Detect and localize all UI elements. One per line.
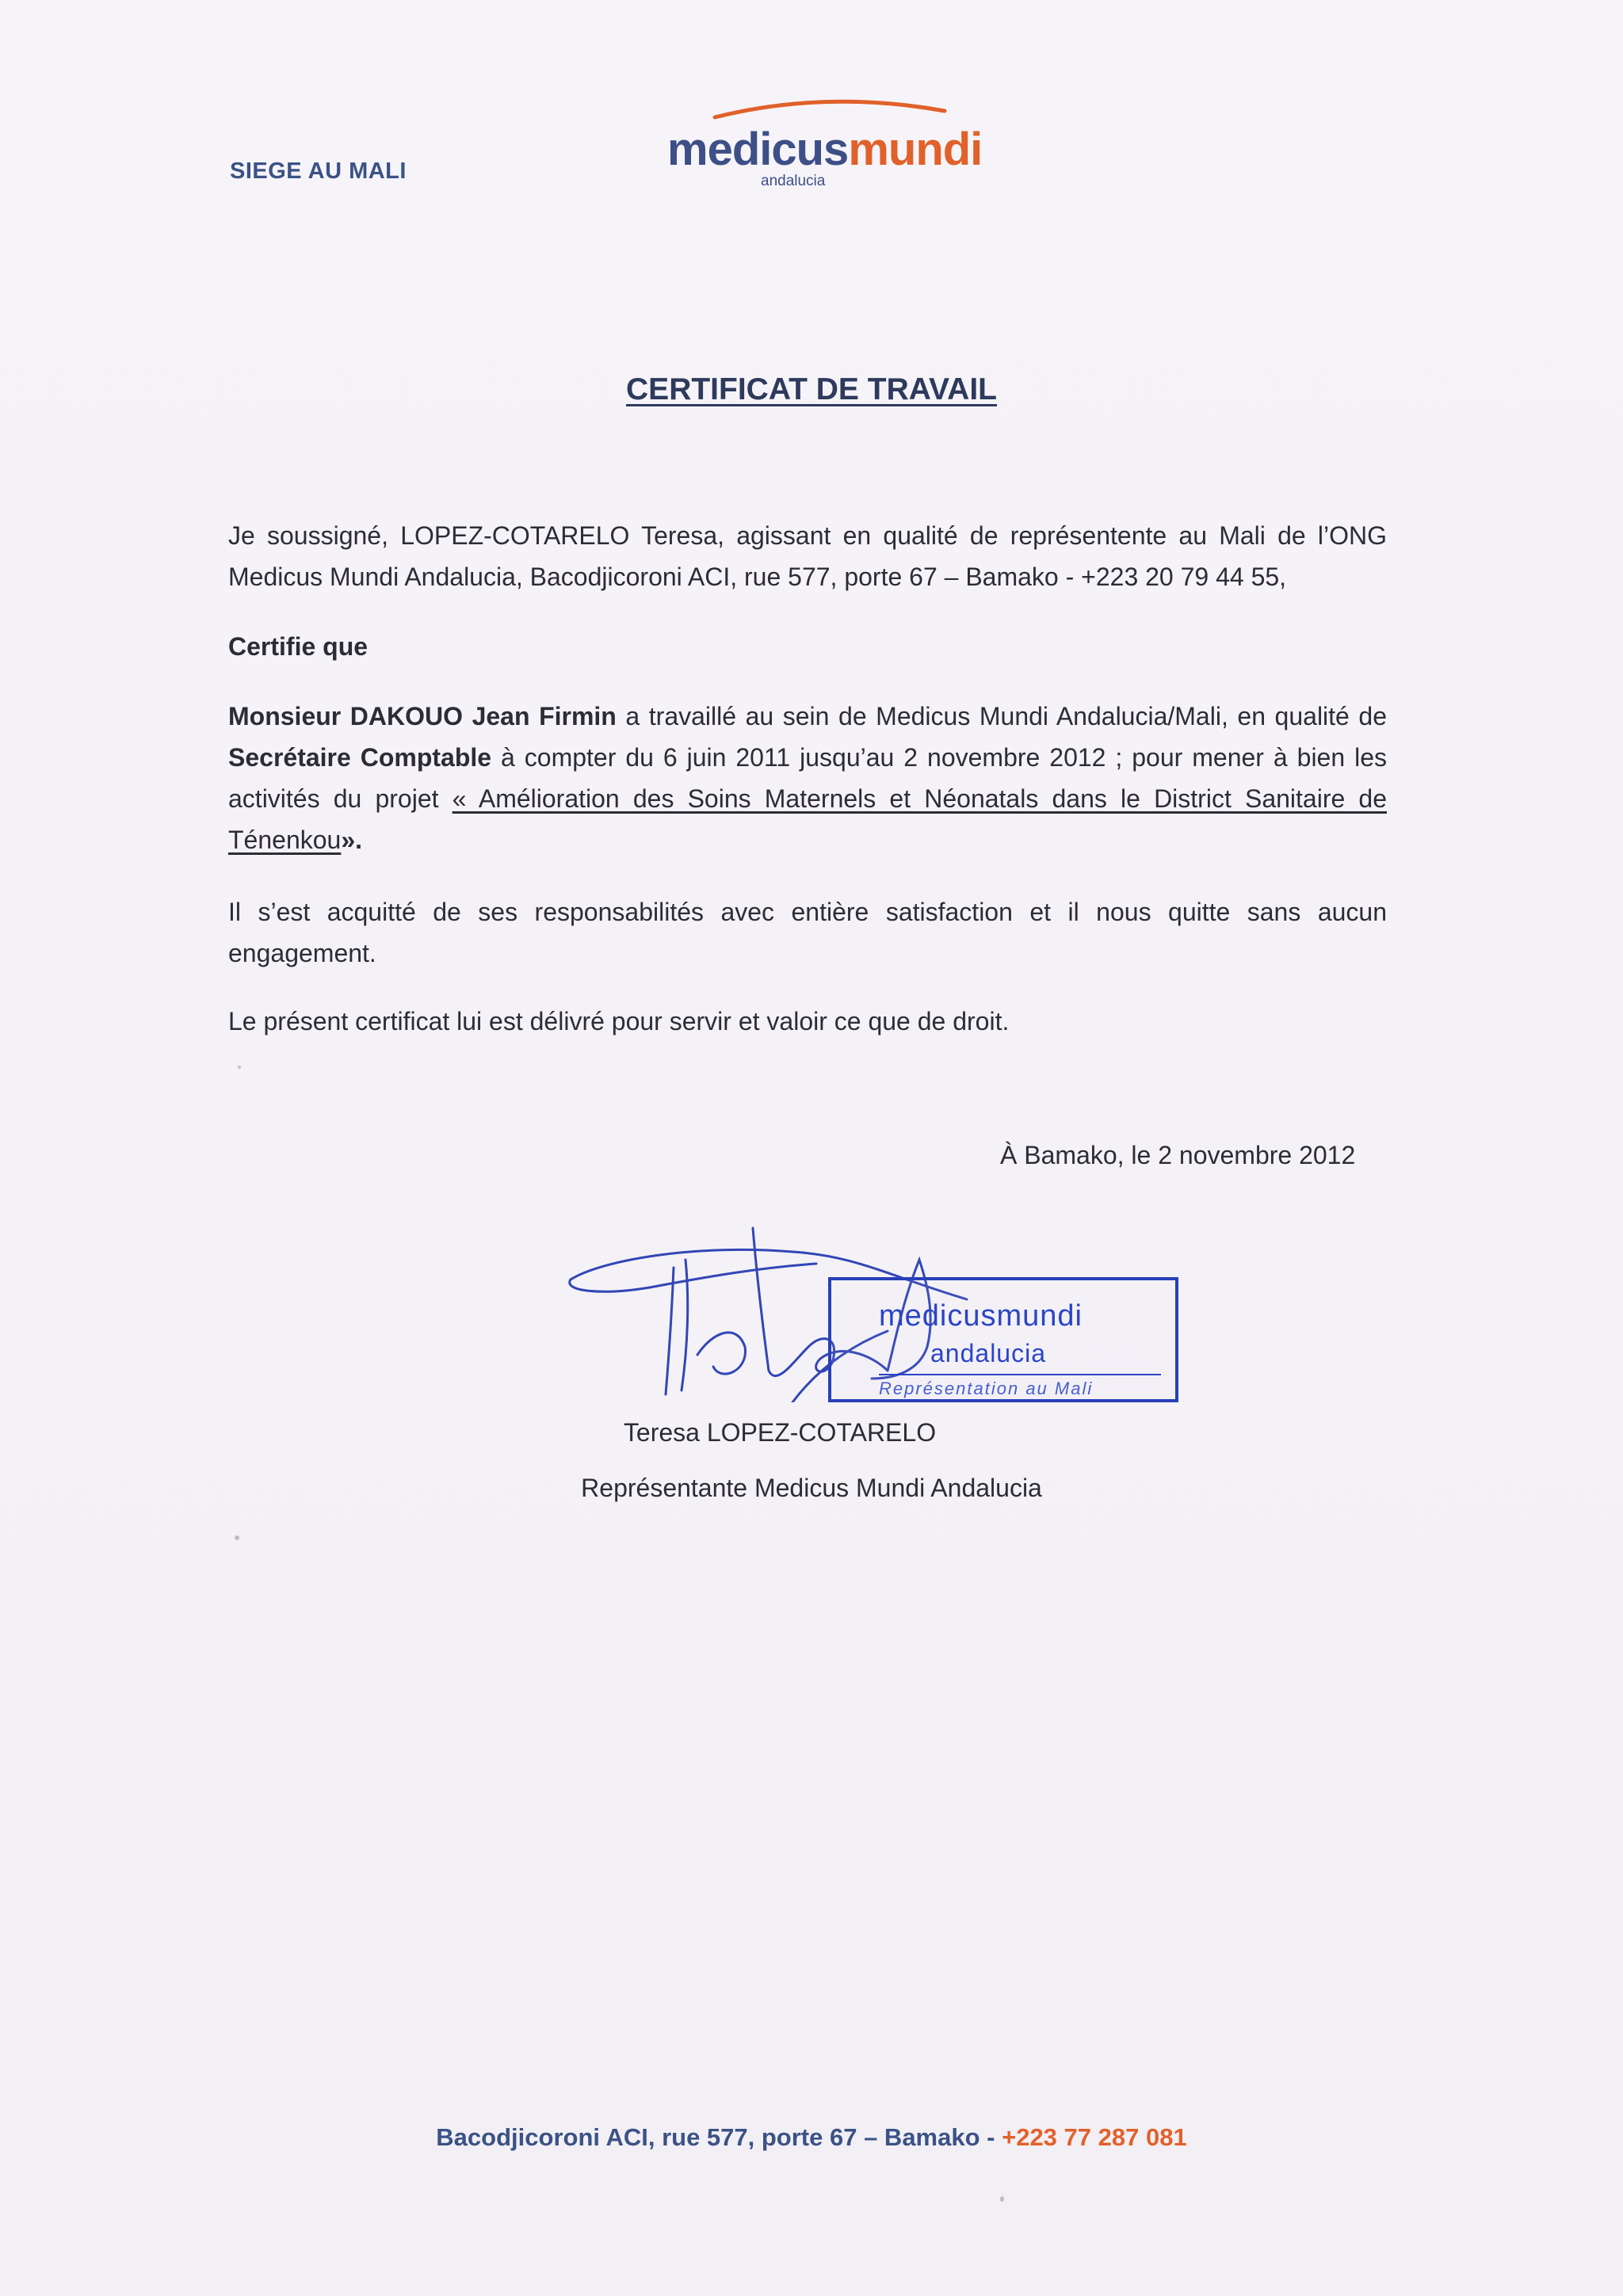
scan-speck: [1000, 2196, 1004, 2202]
logo-word-mundi: mundi: [848, 124, 983, 175]
paragraph-closing: Le présent certificat lui est délivré pour servir et valoir ce que de droit.: [228, 1007, 1010, 1035]
project-close: ».: [341, 826, 363, 854]
employee-role: Secrétaire Comptable: [228, 743, 492, 772]
stamp-line-2: andalucia: [930, 1339, 1046, 1367]
scan-speck: [238, 1066, 241, 1069]
paragraph-satisfaction: Il s’est acquitté de ses responsabilités avec entière satisfaction et il nous quitte sans aucun engagement.: [228, 898, 1387, 967]
stamp-divider: [879, 1374, 1161, 1375]
stamp-line-1: medicusmundi: [879, 1299, 1083, 1333]
stamp-line-3: Représentation au Mali: [879, 1379, 1094, 1398]
document-title: [0, 372, 1623, 407]
date-place: À Bamako, le 2 novembre 2012: [1000, 1141, 1356, 1169]
footer-address-text: Bacodjicoroni ACI, rue 577, porte 67 – Bamako -: [436, 2123, 1002, 2151]
medicus-mundi-logo: [667, 93, 983, 196]
employee-name: Monsieur DAKOUO Jean Firmin: [228, 702, 617, 730]
organization-stamp: [828, 1277, 1178, 1402]
paragraph-certifie: Certifie que: [228, 632, 369, 661]
employment-text-b: à compter du 6 juin 2011 jusqu’au 2 novembre 2012 ; pour mener à bien les activités du projet: [228, 743, 1388, 813]
scan-speck: [235, 1535, 239, 1540]
employment-text-a: a travaillé au sein de Medicus Mundi Andalucia/Mali, en qualité de: [616, 702, 1388, 730]
logo-word-medicus: medicus: [667, 124, 849, 175]
project-name: « Amélioration des Soins Maternels et Néonatals dans le District Sanitaire de Ténenkou: [228, 784, 1388, 854]
logo-subtitle: andalucia: [761, 173, 826, 189]
paragraph-employment: [228, 696, 1387, 860]
signer-role: Représentante Medicus Mundi Andalucia: [581, 1474, 1042, 1502]
siege-label: SIEGE AU MALI: [230, 158, 407, 184]
paragraph-declarant: Je soussigné, LOPEZ-COTARELO Teresa, agissant en qualité de représentente au Mali de l’ONG Medicus Mundi Andalucia, Bacodjicoroni ACI, rue 577, porte 67 – Bamako - +223 20 79 44 55,: [228, 521, 1387, 591]
logo-wordmark: [667, 124, 983, 175]
signer-name: Teresa LOPEZ-COTARELO: [623, 1418, 937, 1447]
footer-address: [0, 2123, 1623, 2152]
document-title-text: CERTIFICAT DE TRAVAIL: [626, 372, 997, 406]
footer-phone: +223 77 287 081: [1002, 2123, 1187, 2151]
